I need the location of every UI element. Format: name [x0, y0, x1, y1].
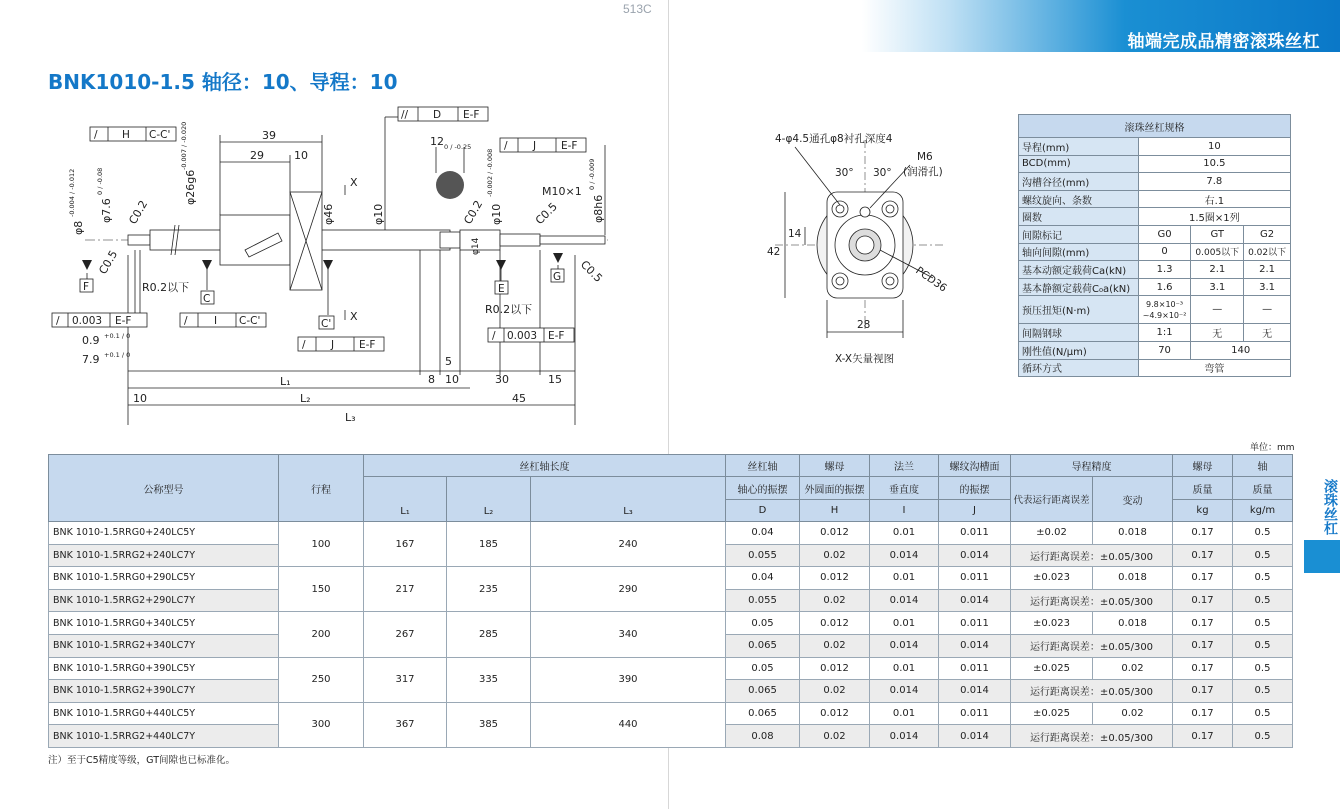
frame-i-datum: C-C' [239, 315, 261, 327]
th-groove-a: 螺纹沟槽面 [939, 455, 1011, 477]
cell-h: 0.02 [800, 589, 870, 612]
spec-row-grades: 间隙标记 G0 GT G2 [1019, 225, 1291, 243]
cell-h: 0.02 [800, 680, 870, 703]
cell-model: BNK 1010-1.5RRG0+290LC5Y [49, 567, 279, 590]
frame-ef-left [52, 313, 147, 327]
frame-ef-right-datum: E-F [548, 330, 565, 342]
flange-side-view [745, 120, 1005, 380]
dim-0-9: 0.9 [82, 334, 100, 347]
cell-l2: 285 [447, 612, 531, 657]
frame-j-bot-datum: E-F [359, 339, 376, 351]
unit-label: 单位：mm [1250, 443, 1295, 453]
page-number-left: 513C [623, 2, 652, 16]
th-nut-a: 螺母 [800, 455, 870, 477]
side-dim-28: 28 [857, 319, 871, 331]
cell-l2: 335 [447, 657, 531, 702]
frame-j-top-sym: / [504, 140, 508, 152]
th-l3: L₃ [531, 477, 726, 522]
cell-lead-combined: 运行距离误差：±0.05/300 [1011, 544, 1173, 567]
frame-ef-right-tol: 0.003 [507, 330, 538, 342]
dim-7-9: 7.9 [82, 353, 100, 366]
side-angle-1: 30° [835, 167, 854, 179]
spec-table [1018, 114, 1291, 377]
dim-phi10b-tol: -0.002 / -0.008 [486, 148, 494, 197]
cell-model: BNK 1010-1.5RRG0+240LC5Y [49, 522, 279, 545]
cell-stroke: 200 [279, 612, 364, 657]
table-row [49, 612, 1293, 635]
th-shaft-mass-b: 质量 [1233, 477, 1293, 500]
th-runout-c: D [726, 500, 800, 522]
cell-nut-mass: 0.17 [1173, 522, 1233, 545]
th-stroke: 行程 [279, 455, 364, 522]
cell-j: 0.011 [939, 567, 1011, 590]
th-rep-err: 代表运行距离误差 [1011, 477, 1093, 522]
cell-i: 0.01 [870, 522, 939, 545]
cell-stroke: 250 [279, 657, 364, 702]
dim-phi10b: φ10 [490, 203, 503, 225]
spec-row: 圈数 1.5圈×1列 [1019, 208, 1291, 226]
cell-j: 0.011 [939, 702, 1011, 725]
frame-i-sym: / [184, 315, 188, 327]
frame-ef-left-sym: / [56, 315, 60, 327]
side-tab: 滚珠丝杠 [1322, 479, 1338, 535]
cell-l3: 290 [531, 567, 726, 612]
cell-model: BNK 1010-1.5RRG2+240LC7Y [49, 544, 279, 567]
spec-title: 滚珠丝杠规格 [1019, 115, 1291, 138]
dim-phi10: φ10 [372, 203, 385, 225]
cell-j: 0.011 [939, 522, 1011, 545]
frame-ef-left-datum: E-F [115, 315, 132, 327]
th-shaft-mass-c: kg/m [1233, 500, 1293, 522]
side-dim-14: 14 [788, 228, 802, 240]
cell-i: 0.01 [870, 702, 939, 725]
cell-nut-mass: 0.17 [1173, 634, 1233, 657]
preload-g0-b: ~4.9×10⁻² [1142, 310, 1187, 320]
page-title: BNK1010-1.5 轴径：10、导程：10 [48, 70, 398, 94]
frame-d-label: D [433, 109, 442, 121]
frame-j-top-label: J [533, 140, 537, 152]
dim-r02a: R0.2以下 [142, 281, 190, 294]
cell-nut-mass: 0.17 [1173, 612, 1233, 635]
table-row [49, 522, 1293, 545]
cell-nut-mass: 0.17 [1173, 680, 1233, 703]
cell-l1: 167 [364, 522, 447, 567]
dim-12-tol: 0 / -0.25 [444, 143, 472, 151]
frame-d-sym: // [401, 109, 409, 121]
cell-rep-err: ±0.025 [1011, 657, 1093, 680]
frame-j-bot-label: J [331, 339, 335, 351]
cell-model: BNK 1010-1.5RRG0+440LC5Y [49, 702, 279, 725]
cell-shaft-mass: 0.5 [1233, 544, 1293, 567]
cell-d: 0.04 [726, 522, 800, 545]
spec-row: 螺纹旋向、条数 右.1 [1019, 190, 1291, 208]
cell-model: BNK 1010-1.5RRG0+390LC5Y [49, 657, 279, 680]
dim-10c: 10 [133, 392, 147, 405]
cell-d: 0.055 [726, 589, 800, 612]
cell-stroke: 300 [279, 702, 364, 747]
cell-l3: 340 [531, 612, 726, 657]
cell-shaft-mass: 0.5 [1233, 702, 1293, 725]
cell-l1: 217 [364, 567, 447, 612]
table-row [49, 702, 1293, 725]
th-flange-b: 垂直度 [870, 477, 939, 500]
cell-d: 0.05 [726, 657, 800, 680]
cell-lead-combined: 运行距离误差：±0.05/300 [1011, 589, 1173, 612]
frame-j-top [500, 138, 586, 152]
frame-ef-right [488, 328, 574, 342]
cell-variation: 0.018 [1093, 567, 1173, 590]
cell-j: 0.014 [939, 680, 1011, 703]
dim-30: 30 [495, 373, 509, 386]
cell-stroke: 100 [279, 522, 364, 567]
cell-d: 0.065 [726, 634, 800, 657]
frame-j-top-datum: E-F [561, 140, 578, 152]
dim-phi8-tol: -0.004 / -0.012 [68, 168, 76, 217]
spec-row: 导程(mm) 10 [1019, 138, 1291, 156]
dim-0-9-tol: +0.1 / 0 [104, 332, 131, 340]
cell-shaft-mass: 0.5 [1233, 634, 1293, 657]
spec-row-circulation: 循环方式 弯管 [1019, 359, 1291, 377]
th-variation: 变动 [1093, 477, 1173, 522]
frame-ef-left-tol: 0.003 [72, 315, 103, 327]
cell-d: 0.05 [726, 612, 800, 635]
cell-i: 0.014 [870, 680, 939, 703]
side-hole-note: 4-φ4.5通孔φ8衬孔深度4 [775, 133, 893, 145]
footnote: 注）至于C5精度等级，GT间隙也已标准化。 [48, 755, 236, 766]
cell-i: 0.014 [870, 589, 939, 612]
cell-l3: 240 [531, 522, 726, 567]
cell-l1: 267 [364, 612, 447, 657]
dim-l1: L₁ [280, 375, 291, 388]
cell-h: 0.012 [800, 522, 870, 545]
frame-h [90, 127, 176, 141]
spec-row: 沟槽谷径(mm) 7.8 [1019, 173, 1291, 191]
dim-c02b: C0.2 [461, 198, 486, 227]
spec-row-preload: 预压扭矩(N·m) 9.8×10⁻³ ~4.9×10⁻² — — [1019, 296, 1291, 324]
cell-i: 0.014 [870, 634, 939, 657]
datum-c-prime: C' [321, 318, 332, 330]
cell-j: 0.014 [939, 725, 1011, 748]
cell-i: 0.01 [870, 567, 939, 590]
cell-rep-err: ±0.02 [1011, 522, 1093, 545]
th-nut-c: H [800, 500, 870, 522]
technical-drawing [40, 95, 610, 435]
dim-phi8h6: φ8h6 [592, 194, 605, 223]
dim-phi8: φ8 [72, 220, 85, 235]
cell-rep-err: ±0.025 [1011, 702, 1093, 725]
cell-shaft-mass: 0.5 [1233, 589, 1293, 612]
th-nut-b: 外圆面的振摆 [800, 477, 870, 500]
cell-shaft-mass: 0.5 [1233, 567, 1293, 590]
th-model: 公称型号 [49, 455, 279, 522]
cell-nut-mass: 0.17 [1173, 657, 1233, 680]
datum-c: C [203, 293, 211, 305]
cell-rep-err: ±0.023 [1011, 612, 1093, 635]
cell-h: 0.02 [800, 544, 870, 567]
dim-15: 15 [548, 373, 562, 386]
th-flange-a: 法兰 [870, 455, 939, 477]
th-nut-mass-a: 螺母 [1173, 455, 1233, 477]
th-nut-mass-b: 质量 [1173, 477, 1233, 500]
cell-shaft-mass: 0.5 [1233, 612, 1293, 635]
cell-i: 0.014 [870, 544, 939, 567]
spec-row-static: 基本静额定载荷C₀a(kN) 1.6 3.1 3.1 [1019, 278, 1291, 296]
cell-j: 0.014 [939, 634, 1011, 657]
cell-d: 0.065 [726, 680, 800, 703]
spec-row-dynamic: 基本动额定载荷Ca(kN) 1.3 2.1 2.1 [1019, 261, 1291, 279]
spec-row-clearance: 轴向间隙(mm) 0 0.005以下 0.02以下 [1019, 243, 1291, 261]
frame-j-bot-sym: / [302, 339, 306, 351]
dim-c05b: C0.5 [532, 200, 560, 228]
cell-j: 0.014 [939, 544, 1011, 567]
preload-g0-a: 9.8×10⁻³ [1146, 299, 1184, 309]
dim-8: 8 [428, 373, 435, 386]
side-caption: X-X矢量视图 [835, 353, 895, 365]
cell-j: 0.011 [939, 612, 1011, 635]
cell-l3: 390 [531, 657, 726, 702]
cell-rep-err: ±0.023 [1011, 567, 1093, 590]
dim-phi7-6: φ7.6 [100, 198, 113, 223]
side-lube: (润滑孔) [903, 166, 943, 178]
side-m6: M6 [917, 151, 933, 163]
dim-x-bot: X [350, 310, 358, 323]
cell-l3: 440 [531, 702, 726, 747]
cell-variation: 0.018 [1093, 612, 1173, 635]
th-shaft-mass-a: 轴 [1233, 455, 1293, 477]
cell-nut-mass: 0.17 [1173, 702, 1233, 725]
frame-d [398, 107, 488, 121]
dim-39: 39 [262, 129, 276, 142]
frame-j-bot [298, 337, 384, 351]
dim-phi8h6-tol: 0 / -0.009 [588, 158, 596, 190]
dim-phi46: φ46 [322, 203, 335, 225]
cell-d: 0.065 [726, 702, 800, 725]
cell-lead-combined: 运行距离误差：±0.05/300 [1011, 634, 1173, 657]
spec-row: BCD(mm) 10.5 [1019, 155, 1291, 173]
datum-e: E [498, 283, 505, 295]
datum-g: G [553, 271, 562, 283]
dim-l3: L₃ [345, 411, 356, 424]
header-title: 轴端完成品精密滚珠丝杠 [1127, 32, 1320, 52]
cell-j: 0.014 [939, 589, 1011, 612]
cell-lead-combined: 运行距离误差：±0.05/300 [1011, 680, 1173, 703]
cell-model: BNK 1010-1.5RRG2+340LC7Y [49, 634, 279, 657]
cell-i: 0.01 [870, 657, 939, 680]
cell-shaft-mass: 0.5 [1233, 680, 1293, 703]
th-nut-mass-c: kg [1173, 500, 1233, 522]
dim-c05c: C0.5 [577, 257, 605, 285]
dim-10b: 10 [445, 373, 459, 386]
dim-c02a: C0.2 [126, 198, 151, 227]
cell-i: 0.014 [870, 725, 939, 748]
frame-ef-right-sym: / [492, 330, 496, 342]
frame-i [180, 313, 266, 327]
cell-h: 0.012 [800, 612, 870, 635]
dim-c05a: C0.5 [96, 248, 121, 277]
cell-shaft-mass: 0.5 [1233, 522, 1293, 545]
cell-j: 0.011 [939, 657, 1011, 680]
spec-row-stiffness: 刚性值(N/μm) 70 140 [1019, 341, 1291, 359]
table-row [49, 567, 1293, 590]
frame-h-label: H [122, 129, 130, 141]
cell-l1: 367 [364, 702, 447, 747]
side-dim-42: 42 [767, 246, 781, 258]
frame-d-datum: E-F [463, 109, 480, 121]
cell-model: BNK 1010-1.5RRG2+440LC7Y [49, 725, 279, 748]
cell-variation: 0.018 [1093, 522, 1173, 545]
frame-h-datum: C-C' [149, 129, 171, 141]
dim-5: 5 [445, 355, 452, 368]
th-groove-c: J [939, 500, 1011, 522]
cell-nut-mass: 0.17 [1173, 725, 1233, 748]
cell-h: 0.012 [800, 702, 870, 725]
cell-d: 0.055 [726, 544, 800, 567]
th-runout-a: 丝杠轴 [726, 455, 800, 477]
cell-i: 0.01 [870, 612, 939, 635]
cell-nut-mass: 0.17 [1173, 589, 1233, 612]
dim-l2: L₂ [300, 392, 311, 405]
cell-l2: 235 [447, 567, 531, 612]
dim-10a: 10 [294, 149, 308, 162]
cell-l2: 185 [447, 522, 531, 567]
cell-stroke: 150 [279, 567, 364, 612]
th-flange-c: I [870, 500, 939, 522]
th-length: 丝杠轴长度 [364, 455, 726, 477]
cell-variation: 0.02 [1093, 702, 1173, 725]
dim-r02b: R0.2以下 [485, 303, 533, 316]
cell-variation: 0.02 [1093, 657, 1173, 680]
cell-d: 0.08 [726, 725, 800, 748]
th-l1: L₁ [364, 477, 447, 522]
cell-h: 0.02 [800, 634, 870, 657]
cell-l2: 385 [447, 702, 531, 747]
dim-x-top: X [350, 176, 358, 189]
model-table [48, 454, 1293, 748]
spec-row-spacer: 间隔钢球 1:1 无 无 [1019, 324, 1291, 342]
th-l2: L₂ [447, 477, 531, 522]
dim-12: 12 [430, 135, 444, 148]
dim-phi26: φ26g6 [184, 169, 197, 205]
cell-model: BNK 1010-1.5RRG2+290LC7Y [49, 589, 279, 612]
cell-h: 0.012 [800, 657, 870, 680]
frame-i-label: I [214, 315, 218, 327]
cell-lead-combined: 运行距离误差：±0.05/300 [1011, 725, 1173, 748]
dim-phi26-tol: -0.007 / -0.020 [180, 121, 188, 170]
dim-m10: M10×1 [542, 185, 582, 198]
cell-model: BNK 1010-1.5RRG2+390LC7Y [49, 680, 279, 703]
datum-f: F [83, 281, 90, 293]
th-groove-b: 的振摆 [939, 477, 1011, 500]
dim-phi14: φ14 [471, 237, 481, 255]
th-runout-b: 轴心的振摆 [726, 477, 800, 500]
side-tab-marker [1304, 540, 1340, 573]
th-lead-acc: 导程精度 [1011, 455, 1173, 477]
dim-7-9-tol: +0.1 / 0 [104, 351, 131, 359]
cell-h: 0.02 [800, 725, 870, 748]
cell-h: 0.012 [800, 567, 870, 590]
cell-model: BNK 1010-1.5RRG0+340LC5Y [49, 612, 279, 635]
cell-d: 0.04 [726, 567, 800, 590]
dim-45: 45 [512, 392, 526, 405]
cell-shaft-mass: 0.5 [1233, 725, 1293, 748]
frame-h-sym: / [94, 129, 98, 141]
dim-29: 29 [250, 149, 264, 162]
dim-phi7-6-tol: 0 / -0.08 [96, 167, 104, 195]
side-pcd: PCD36 [913, 264, 949, 295]
cell-l1: 317 [364, 657, 447, 702]
table-row [49, 657, 1293, 680]
cell-shaft-mass: 0.5 [1233, 657, 1293, 680]
cell-nut-mass: 0.17 [1173, 567, 1233, 590]
header-band [862, 0, 1340, 52]
side-angle-2: 30° [873, 167, 892, 179]
cell-nut-mass: 0.17 [1173, 544, 1233, 567]
